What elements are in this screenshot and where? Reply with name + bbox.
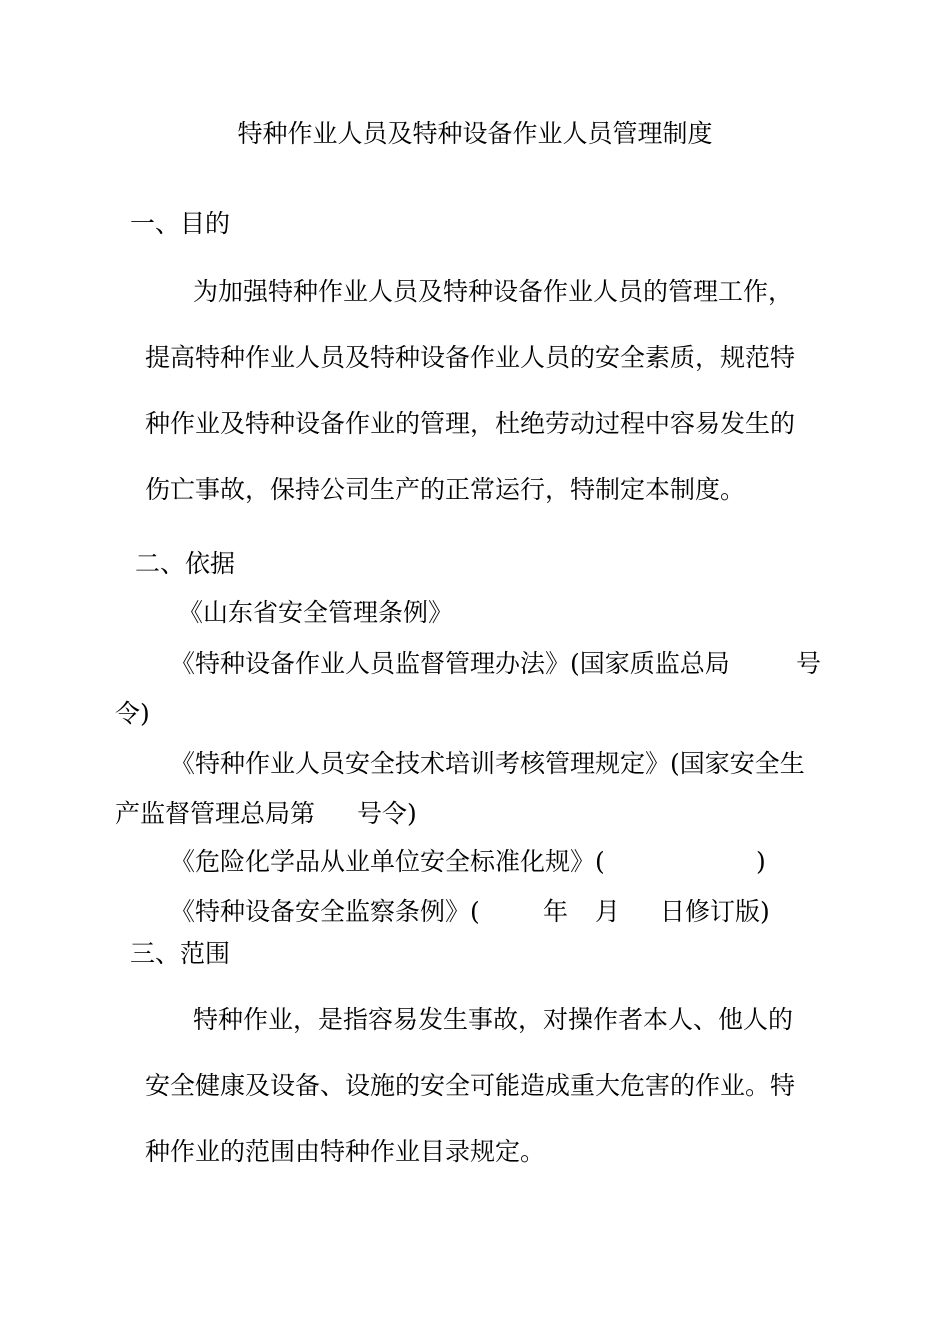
basis-ref-1: 《山东省安全管理条例》 [178, 598, 454, 627]
basis-ref-3-cont-text: 产监督管理总局第 [115, 799, 316, 828]
basis-ref-5-day: 日修订版) [660, 897, 770, 926]
basis-ref-2-text: 《特种设备作业人员监督管理办法》(国家质监总局 [170, 649, 730, 678]
scope-line-2: 安全健康及设备、设施的安全可能造成重大危害的作业。特 [145, 1071, 796, 1100]
basis-ref-5: 《特种设备安全监察条例》( [170, 897, 480, 926]
purpose-line-2: 提高特种作业人员及特种设备作业人员的安全素质，规范特 [145, 343, 796, 372]
basis-ref-2 [170, 648, 730, 680]
basis-ref-2-continuation: 令) [115, 699, 150, 728]
scope-line-3: 种作业的范围由特种作业目录规定。 [145, 1137, 546, 1166]
basis-ref-4-close: ) [756, 847, 766, 876]
section-heading-basis: 二、依据 [135, 549, 236, 578]
purpose-line-4: 伤亡事故，保持公司生产的正常运行，特制定本制度。 [145, 475, 746, 504]
basis-ref-3: 《特种作业人员安全技术培训考核管理规定》(国家安全生 [170, 749, 805, 778]
purpose-line-1: 为加强特种作业人员及特种设备作业人员的管理工作， [193, 277, 794, 306]
basis-ref-4-text: 《危险化学品从业单位安全标准化规》( [170, 847, 605, 876]
basis-ref-4 [170, 846, 605, 878]
basis-ref-5-month: 月 [595, 897, 621, 926]
document-title: 特种作业人员及特种设备作业人员管理制度 [237, 119, 713, 148]
basis-ref-5-year: 年 [543, 897, 569, 926]
section-heading-purpose: 一、目的 [130, 209, 231, 238]
section-heading-scope: 三、范围 [130, 939, 231, 968]
basis-ref-2-number-suffix: 号 [796, 649, 822, 678]
basis-ref-3-continuation [115, 798, 417, 830]
basis-ref-3-cont-suffix: 号令) [357, 799, 417, 828]
scope-line-1: 特种作业，是指容易发生事故，对操作者本人、他人的 [193, 1005, 794, 1034]
purpose-line-3: 种作业及特种设备作业的管理，杜绝劳动过程中容易发生的 [145, 409, 796, 438]
